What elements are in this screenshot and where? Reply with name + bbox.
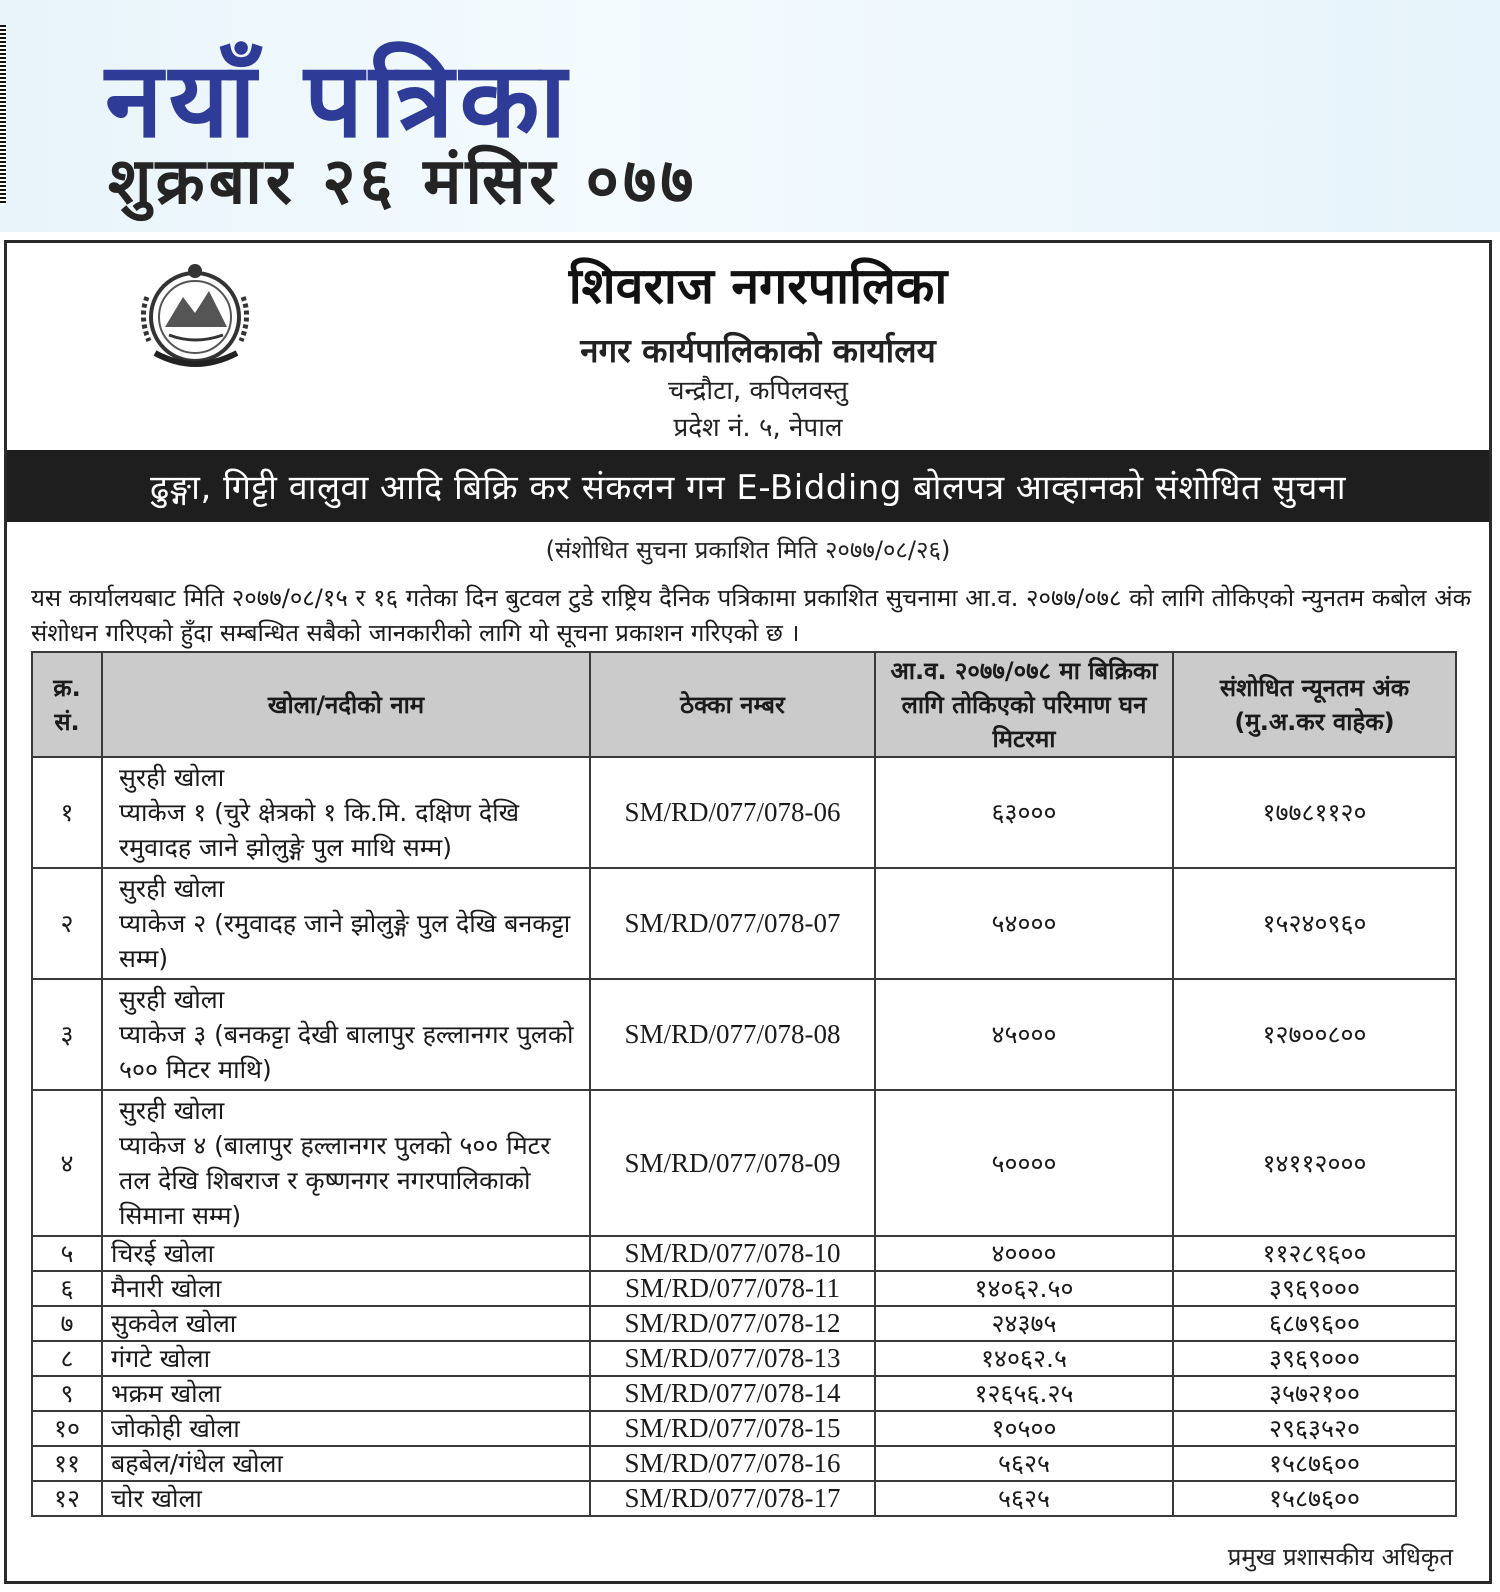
cell-quantity: २४३७५ xyxy=(875,1306,1173,1341)
header-sn: क्र. सं. xyxy=(32,652,102,757)
table-row xyxy=(32,1376,1456,1411)
cell-contract: SM/RD/077/078-17 xyxy=(590,1481,875,1516)
cell-contract: SM/RD/077/078-14 xyxy=(590,1376,875,1411)
cell-sn: १ xyxy=(32,757,102,868)
table-row xyxy=(32,1306,1456,1341)
cell-name: भक्रम खोला xyxy=(102,1376,590,1411)
cell-quantity: १०५०० xyxy=(875,1411,1173,1446)
cell-name: सुकवेल खोला xyxy=(102,1306,590,1341)
cell-amount: ३९६९००० xyxy=(1173,1271,1456,1306)
cell-amount: २९६३५२० xyxy=(1173,1411,1456,1446)
table-row xyxy=(32,1236,1456,1271)
cell-name: सुरही खोला प्याकेज २ (रमुवादह जाने झोलुङ्गे पुल देखि बनकट्टा सम्म) xyxy=(102,868,590,979)
cell-amount: ६८७९६०० xyxy=(1173,1306,1456,1341)
cell-sn: ५ xyxy=(32,1236,102,1271)
cell-amount: ३५७२१०० xyxy=(1173,1376,1456,1411)
header-name: खोला/नदीको नाम xyxy=(102,652,590,757)
cell-name: बहबेल/गंधेल खोला xyxy=(102,1446,590,1481)
cell-quantity: ६३००० xyxy=(875,757,1173,868)
newspaper-masthead xyxy=(0,0,1500,232)
notice-title: ढुङ्गा, गिट्टी वालुवा आदि बिक्रि कर संकलन गन E-Bidding बोलपत्र आव्हानको संशोधित सुचना xyxy=(7,450,1489,522)
notice-intro: यस कार्यालयबाट मिति २०७७/०८/१५ र १६ गतेका दिन बुटवल टुडे राष्ट्रिय दैनिक पत्रिकामा प्रकाशित सुचनामा आ.व. २०७७/०७८ को लागि तोकिएको न्युनतम कबोल अंक संशोधन गरिएको हुँदा सम्बन्धित सबैको जानकारीको लागि यो सूचना प्रकाशन गरिएको छ । xyxy=(31,584,1471,647)
cell-quantity: ५४००० xyxy=(875,868,1173,979)
cell-sn: २ xyxy=(32,868,102,979)
cell-quantity: १२६५६.२५ xyxy=(875,1376,1173,1411)
cell-amount: १५८७६०० xyxy=(1173,1446,1456,1481)
cell-name: गंगटे खोला xyxy=(102,1341,590,1376)
cell-name: चिरई खोला xyxy=(102,1236,590,1271)
cell-sn: ६ xyxy=(32,1271,102,1306)
cell-quantity: १४०६२.५० xyxy=(875,1271,1173,1306)
cell-contract: SM/RD/077/078-07 xyxy=(590,868,875,979)
cell-contract: SM/RD/077/078-11 xyxy=(590,1271,875,1306)
cell-amount: ११२८९६०० xyxy=(1173,1236,1456,1271)
cell-sn: ८ xyxy=(32,1341,102,1376)
public-notice xyxy=(4,240,1492,1584)
cell-contract: SM/RD/077/078-09 xyxy=(590,1090,875,1236)
cell-name: मैनारी खोला xyxy=(102,1271,590,1306)
cell-name: सुरही खोला प्याकेज ३ (बनकट्टा देखी बालापुर हल्लानगर पुलको ५०० मिटर माथि) xyxy=(102,979,590,1090)
cell-sn: ११ xyxy=(32,1446,102,1481)
cell-name: जोकोही खोला xyxy=(102,1411,590,1446)
cell-amount: १५२४०९६० xyxy=(1173,868,1456,979)
cell-amount: ३९६९००० xyxy=(1173,1341,1456,1376)
cell-amount: १४११२००० xyxy=(1173,1090,1456,1236)
cell-sn: ९ xyxy=(32,1376,102,1411)
header-amount: संशोधित न्यूनतम अंक (मु.अ.कर वाहेक) xyxy=(1173,652,1456,757)
cell-quantity: ५६२५ xyxy=(875,1481,1173,1516)
cell-sn: ७ xyxy=(32,1306,102,1341)
barcode-strip xyxy=(0,25,6,205)
address-line-2: प्रदेश नं. ५, नेपाल xyxy=(673,413,843,443)
header-quantity: आ.व. २०७७/०७८ मा बिक्रिका लागि तोकिएको परिमाण घन मिटरमा xyxy=(875,652,1173,757)
office-name: नगर कार्यपालिकाको कार्यालय xyxy=(580,331,936,370)
cell-contract: SM/RD/077/078-06 xyxy=(590,757,875,868)
table-row xyxy=(32,1090,1456,1236)
cell-name: सुरही खोला प्याकेज १ (चुरे क्षेत्रको १ कि.मि. दक्षिण देखि रमुवादह जाने झोलुङ्गे पुल माथि सम्म) xyxy=(102,757,590,868)
signatory: प्रमुख प्रशासकीय अधिकृत xyxy=(1227,1543,1453,1571)
table-row xyxy=(32,1341,1456,1376)
revised-date: (संशोधित सुचना प्रकाशित मिति २०७७/०८/२६) xyxy=(545,536,951,564)
cell-name: सुरही खोला प्याकेज ४ (बालापुर हल्लानगर पुलको ५०० मिटर तल देखि शिबराज र कृष्णनगर नगरपालिकाको सिमाना सम्म) xyxy=(102,1090,590,1236)
municipality-name: शिवराज नगरपालिका xyxy=(568,257,948,315)
cell-name: चोर खोला xyxy=(102,1481,590,1516)
newspaper-name: नयाँ पत्रिका xyxy=(105,39,573,161)
cell-contract: SM/RD/077/078-13 xyxy=(590,1341,875,1376)
cell-amount: १२७००८०० xyxy=(1173,979,1456,1090)
table-row xyxy=(32,757,1456,868)
cell-quantity: ५६२५ xyxy=(875,1446,1173,1481)
table-row xyxy=(32,868,1456,979)
address-line-1: चन्द्रौटा, कपिलवस्तु xyxy=(668,376,848,406)
header-contract: ठेक्का नम्बर xyxy=(590,652,875,757)
cell-amount: १७७८११२० xyxy=(1173,757,1456,868)
cell-contract: SM/RD/077/078-16 xyxy=(590,1446,875,1481)
bid-table xyxy=(31,651,1457,1517)
cell-amount: १५८७६०० xyxy=(1173,1481,1456,1516)
cell-sn: १० xyxy=(32,1411,102,1446)
table-row xyxy=(32,1446,1456,1481)
cell-quantity: ४५००० xyxy=(875,979,1173,1090)
cell-sn: १२ xyxy=(32,1481,102,1516)
cell-contract: SM/RD/077/078-12 xyxy=(590,1306,875,1341)
newspaper-date: शुक्रबार २६ मंसिर ०७७ xyxy=(108,145,698,219)
cell-quantity: ४०००० xyxy=(875,1236,1173,1271)
cell-contract: SM/RD/077/078-10 xyxy=(590,1236,875,1271)
cell-sn: ३ xyxy=(32,979,102,1090)
cell-quantity: ५०००० xyxy=(875,1090,1173,1236)
cell-sn: ४ xyxy=(32,1090,102,1236)
cell-contract: SM/RD/077/078-15 xyxy=(590,1411,875,1446)
cell-contract: SM/RD/077/078-08 xyxy=(590,979,875,1090)
table-row xyxy=(32,1411,1456,1446)
table-row xyxy=(32,1271,1456,1306)
table-row xyxy=(32,979,1456,1090)
cell-quantity: १४०६२.५ xyxy=(875,1341,1173,1376)
table-row xyxy=(32,1481,1456,1516)
table-header-row xyxy=(32,652,1456,757)
